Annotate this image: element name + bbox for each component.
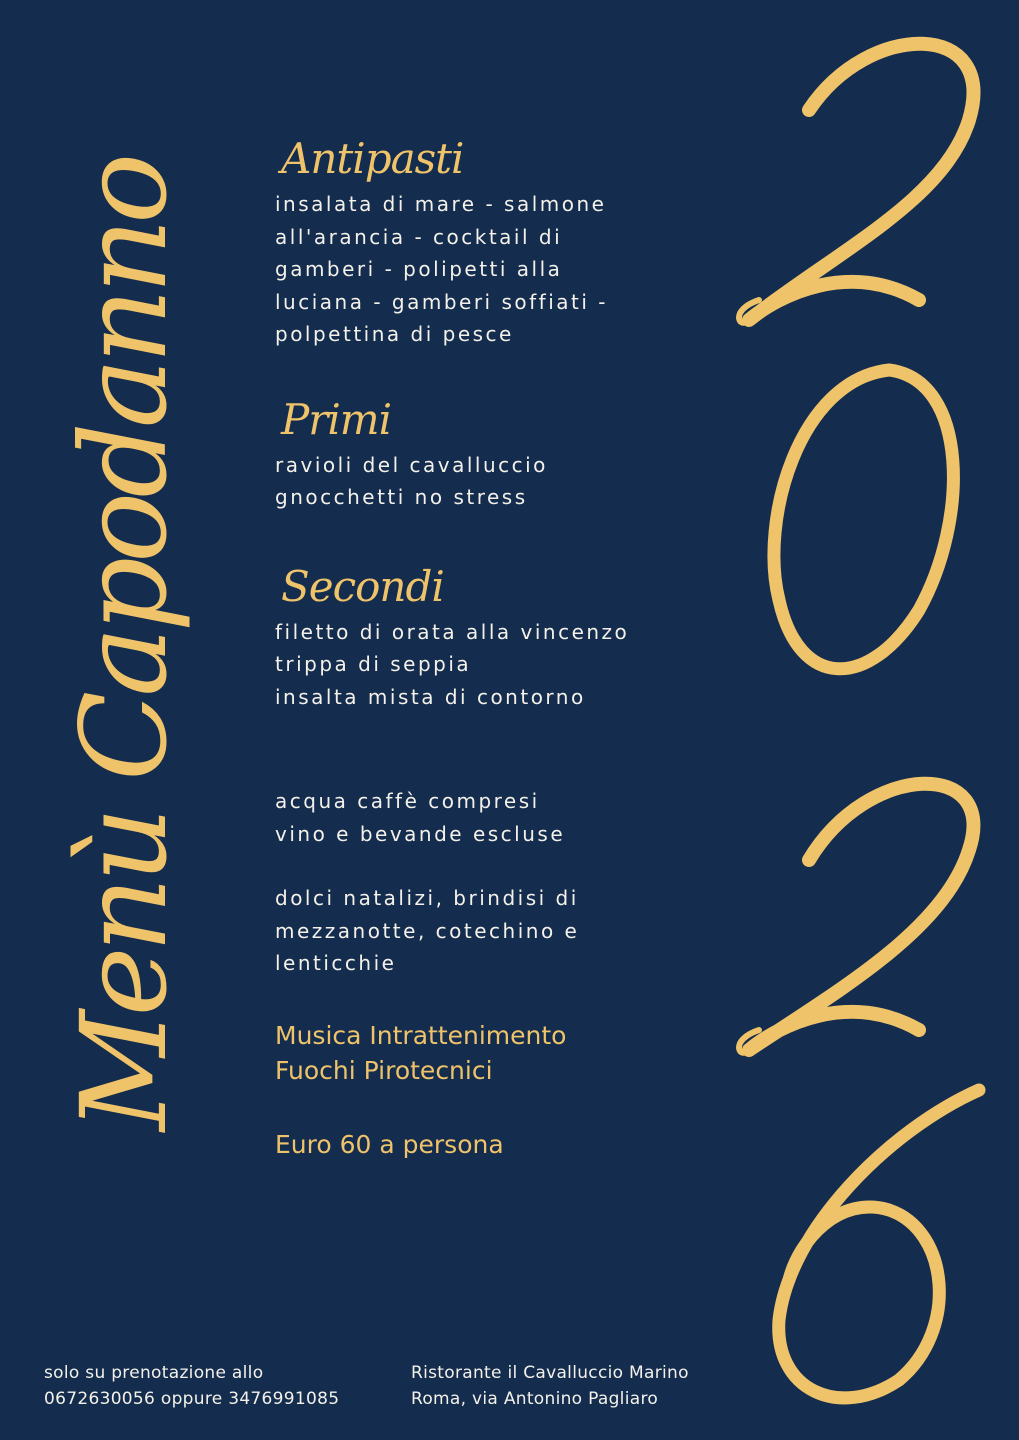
- footer-booking: [44, 1360, 339, 1412]
- desserts-line: lenticchie: [275, 951, 397, 975]
- drinks-line: vino e bevande escluse: [275, 821, 566, 846]
- year-decoration: [719, 0, 1019, 1440]
- footer-address: [411, 1360, 689, 1412]
- restaurant-name: Ristorante il Cavalluccio Marino: [411, 1363, 689, 1383]
- menu-title: Menù Capodanno: [55, 158, 193, 1132]
- section-items: [275, 188, 705, 351]
- section-items: [275, 449, 705, 514]
- menu-line: gnocchetti no stress: [275, 485, 528, 509]
- menu-line: all'arancia - cocktail di: [275, 224, 563, 249]
- entertainment-info: [275, 1018, 705, 1088]
- restaurant-address: Roma, via Antonino Pagliaro: [411, 1389, 659, 1409]
- digit-2-bottom: [749, 784, 973, 1050]
- section-heading: Secondi: [281, 561, 444, 611]
- section-secondi: [275, 561, 705, 714]
- desserts-info: [275, 882, 705, 980]
- section-antipasti: [275, 134, 705, 351]
- menu-line: trippa di seppia: [275, 652, 472, 676]
- drinks-line: acqua caffè compresi: [275, 789, 540, 813]
- entertainment-line: Fuochi Pirotecnici: [275, 1055, 493, 1085]
- menu-line: filetto di orata alla vincenzo: [275, 619, 630, 644]
- digit-6: [779, 1090, 979, 1398]
- menu-line: gamberi - polipetti alla: [275, 257, 563, 281]
- menu-line: insalta mista di contorno: [275, 684, 586, 709]
- booking-phone: 0672630056 oppure 3476991085: [44, 1389, 340, 1409]
- menu-line: ravioli del cavalluccio: [275, 452, 548, 477]
- menu-line: insalata di mare - salmone: [275, 192, 607, 216]
- price: Euro 60 a persona: [275, 1129, 504, 1159]
- menu-line: luciana - gamberi soffiati -: [275, 289, 608, 314]
- entertainment-line: Musica Intrattenimento: [275, 1020, 567, 1050]
- menu-content: [275, 134, 705, 1162]
- desserts-line: mezzanotte, cotechino e: [275, 918, 580, 943]
- section-items: [275, 616, 705, 714]
- year-digits-graphic: [719, 0, 1019, 1440]
- section-heading: Primi: [281, 394, 392, 444]
- menu-line: polpettina di pesce: [275, 322, 514, 346]
- drinks-info: [275, 785, 705, 850]
- section-heading: Antipasti: [281, 134, 464, 183]
- booking-line: solo su prenotazione allo: [44, 1363, 264, 1383]
- section-primi: [275, 394, 705, 514]
- digit-2-top: [749, 44, 973, 320]
- digit-0: [774, 370, 953, 669]
- desserts-line: dolci natalizi, brindisi di: [275, 886, 579, 910]
